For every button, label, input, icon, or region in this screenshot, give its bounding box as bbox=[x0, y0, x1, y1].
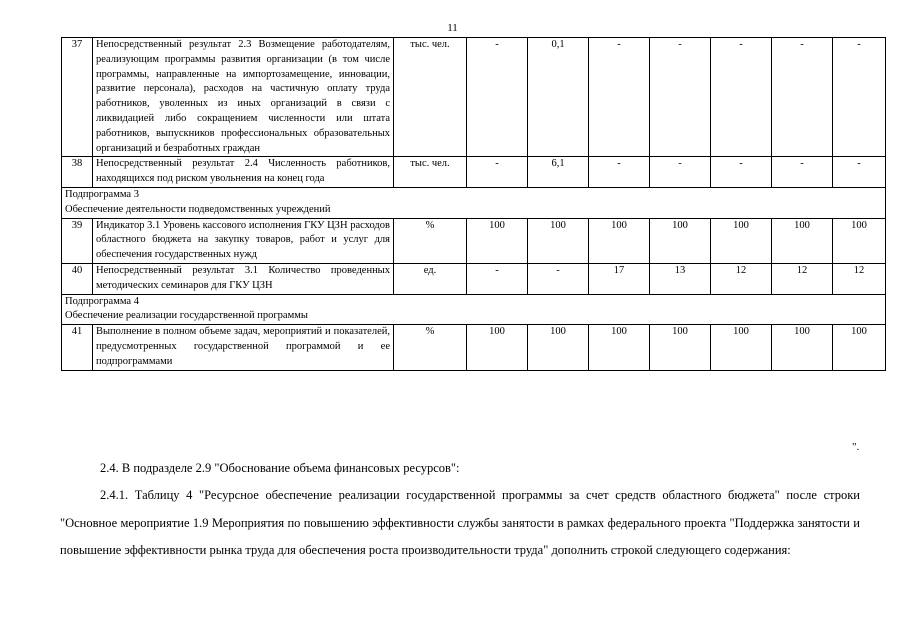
year-value: 100 bbox=[711, 325, 772, 370]
unit-of-measure: тыс. чел. bbox=[394, 157, 467, 188]
year-value: - bbox=[467, 38, 528, 157]
table-row bbox=[62, 325, 886, 370]
year-value: 100 bbox=[650, 218, 711, 263]
section-description: Обеспечение деятельности подведомственных учреждений bbox=[65, 203, 331, 215]
paragraph-subsection: 2.4. В подразделе 2.9 "Обоснование объема финансовых ресурсов": bbox=[100, 461, 460, 475]
indicator-name: Непосредственный результат 2.4 Численность работников, находящихся под риском увольнения на конец года bbox=[93, 157, 394, 188]
section-label: Подпрограмма 4 bbox=[65, 295, 139, 307]
year-value: 100 bbox=[528, 218, 589, 263]
table-row bbox=[62, 38, 886, 157]
unit-of-measure: % bbox=[394, 218, 467, 263]
year-value: - bbox=[528, 263, 589, 294]
table-row bbox=[62, 263, 886, 294]
table-row bbox=[62, 157, 886, 188]
year-value: 100 bbox=[833, 325, 886, 370]
indicator-name: Непосредственный результат 3.1 Количество проведенных методических семинаров для ГКУ ЦЗН bbox=[93, 263, 394, 294]
year-value: - bbox=[711, 38, 772, 157]
unit-of-measure: тыс. чел. bbox=[394, 38, 467, 157]
table-row bbox=[62, 218, 886, 263]
section-title bbox=[62, 187, 886, 218]
paragraph-table-amendment: 2.4.1. Таблицу 4 "Ресурсное обеспечение реализации государственной программы за счет средств областного бюджета" после строки "Основное мероприятие 1.9 Мероприятия по повышению эффективности службы занятости в рамках федерального проекта "Поддержка занятости и повышение эффективности рынка труда для обеспечения роста производительности труда" дополнить строкой следующего содержания: bbox=[60, 488, 860, 557]
section-description: Обеспечение реализации государственной программы bbox=[65, 310, 308, 322]
page-number: 11 bbox=[447, 22, 458, 34]
closing-quote: ". bbox=[852, 441, 860, 453]
year-value: - bbox=[467, 157, 528, 188]
year-value: - bbox=[772, 157, 833, 188]
row-number: 40 bbox=[62, 263, 93, 294]
year-value: - bbox=[650, 38, 711, 157]
year-value: - bbox=[833, 157, 886, 188]
year-value: 100 bbox=[650, 325, 711, 370]
year-value: - bbox=[589, 38, 650, 157]
year-value: 12 bbox=[833, 263, 886, 294]
year-value: 100 bbox=[711, 218, 772, 263]
row-number: 39 bbox=[62, 218, 93, 263]
indicator-name: Выполнение в полном объеме задач, мероприятий и показателей, предусмотренных государственной программой и ее подпрограммами bbox=[93, 325, 394, 370]
year-value: 100 bbox=[467, 325, 528, 370]
section-row bbox=[62, 294, 886, 325]
year-value: 100 bbox=[833, 218, 886, 263]
year-value: - bbox=[711, 157, 772, 188]
year-value: 17 bbox=[589, 263, 650, 294]
indicator-name: Непосредственный результат 2.3 Возмещение работодателям, реализующим программы развития организации (в том числе программы, направленные на импортозамещение, инновации, развитие персонала), расходов на частичную оплату труда работников, уволенных из иных организаций в связи с ликвидацией либо сокращением численности или штата работников, выпускников профессиональных образовательных организаций и безработных граждан bbox=[93, 38, 394, 157]
section-title bbox=[62, 294, 886, 325]
year-value: - bbox=[589, 157, 650, 188]
year-value: 100 bbox=[772, 218, 833, 263]
year-value: - bbox=[467, 263, 528, 294]
year-value: 100 bbox=[772, 325, 833, 370]
table-body bbox=[62, 38, 886, 371]
indicators-table bbox=[61, 37, 886, 371]
unit-of-measure: % bbox=[394, 325, 467, 370]
row-number: 37 bbox=[62, 38, 93, 157]
year-value: 100 bbox=[528, 325, 589, 370]
year-value: 6,1 bbox=[528, 157, 589, 188]
unit-of-measure: ед. bbox=[394, 263, 467, 294]
indicator-name: Индикатор 3.1 Уровень кассового исполнения ГКУ ЦЗН расходов областного бюджета на закупку товаров, работ и услуг для обеспечения государственных нужд bbox=[93, 218, 394, 263]
year-value: - bbox=[833, 38, 886, 157]
year-value: 13 bbox=[650, 263, 711, 294]
year-value: 100 bbox=[589, 325, 650, 370]
year-value: 12 bbox=[772, 263, 833, 294]
year-value: 100 bbox=[467, 218, 528, 263]
row-number: 41 bbox=[62, 325, 93, 370]
year-value: 100 bbox=[589, 218, 650, 263]
year-value: 0,1 bbox=[528, 38, 589, 157]
year-value: - bbox=[772, 38, 833, 157]
year-value: - bbox=[650, 157, 711, 188]
section-label: Подпрограмма 3 bbox=[65, 188, 139, 200]
section-row bbox=[62, 187, 886, 218]
row-number: 38 bbox=[62, 157, 93, 188]
year-value: 12 bbox=[711, 263, 772, 294]
